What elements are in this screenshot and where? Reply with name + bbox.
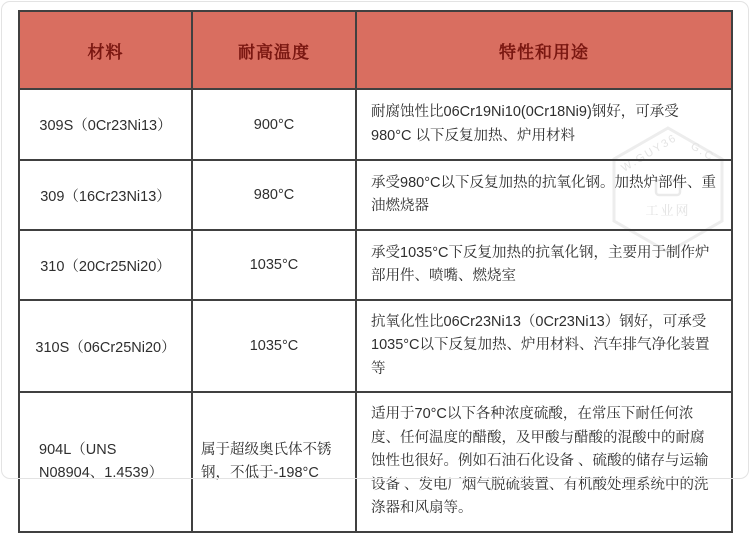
material-cell: 309（16Cr23Ni13） (19, 160, 192, 230)
properties-cell: 承受1035°C下反复加热的抗氧化钢，主要用于制作炉部用件、喷嘴、燃烧室 (356, 230, 732, 300)
material-cell: 309S（0Cr23Ni13） (19, 89, 192, 160)
table-row-310s (19, 300, 732, 392)
properties-cell: 承受980°C以下反复加热的抗氧化钢。加热炉部件、重油燃烧器 (356, 160, 732, 230)
temperature-cell: 1035°C (192, 300, 356, 392)
watermark-center-text: 工业网 (645, 203, 691, 218)
table-header-row (19, 11, 732, 89)
column-header-properties: 特性和用途 (356, 11, 732, 89)
watermark-arc-text-right: G.C (688, 140, 717, 164)
watermark-arc-text-left: W.GUY36 (619, 131, 680, 175)
table-row-310 (19, 230, 732, 300)
temperature-cell: 1035°C (192, 230, 356, 300)
temperature-cell: 900°C (192, 89, 356, 160)
column-header-material: 材料 (19, 11, 192, 89)
temperature-cell: 980°C (192, 160, 356, 230)
column-header-temperature: 耐高温度 (192, 11, 356, 89)
material-spec-table (18, 10, 733, 533)
properties-cell: 耐腐蚀性比06Cr19Ni10(0Cr18Ni9)钢好，可承受980°C 以下反复加热、炉用材料 (356, 89, 732, 160)
properties-cell: 适用于70°C以下各种浓度硫酸，在常压下耐任何浓度、任何温度的醋酸，及甲酸与醋酸的混酸中的耐腐蚀性也很好。例如石油石化设备 、硫酸的储存与运输设备 、发电厂烟气脱硫装置、有机酸处理系统中的洗涤器和风扇等。 (356, 392, 732, 531)
properties-cell: 抗氧化性比06Cr23Ni13（0Cr23Ni13）钢好，可承受 1035°C以下反复加热、炉用材料、汽车排气净化装置等 (356, 300, 732, 392)
material-cell: 310（20Cr25Ni20） (19, 230, 192, 300)
material-cell: 904L（UNS N08904、1.4539） (19, 392, 192, 531)
material-cell: 310S（06Cr25Ni20） (19, 300, 192, 392)
table-row-904l (19, 392, 732, 531)
table-row-309 (19, 160, 732, 230)
table-row-309s (19, 89, 732, 160)
temperature-cell: 属于超级奥氏体不锈钢，不低于-198°C (192, 392, 356, 531)
